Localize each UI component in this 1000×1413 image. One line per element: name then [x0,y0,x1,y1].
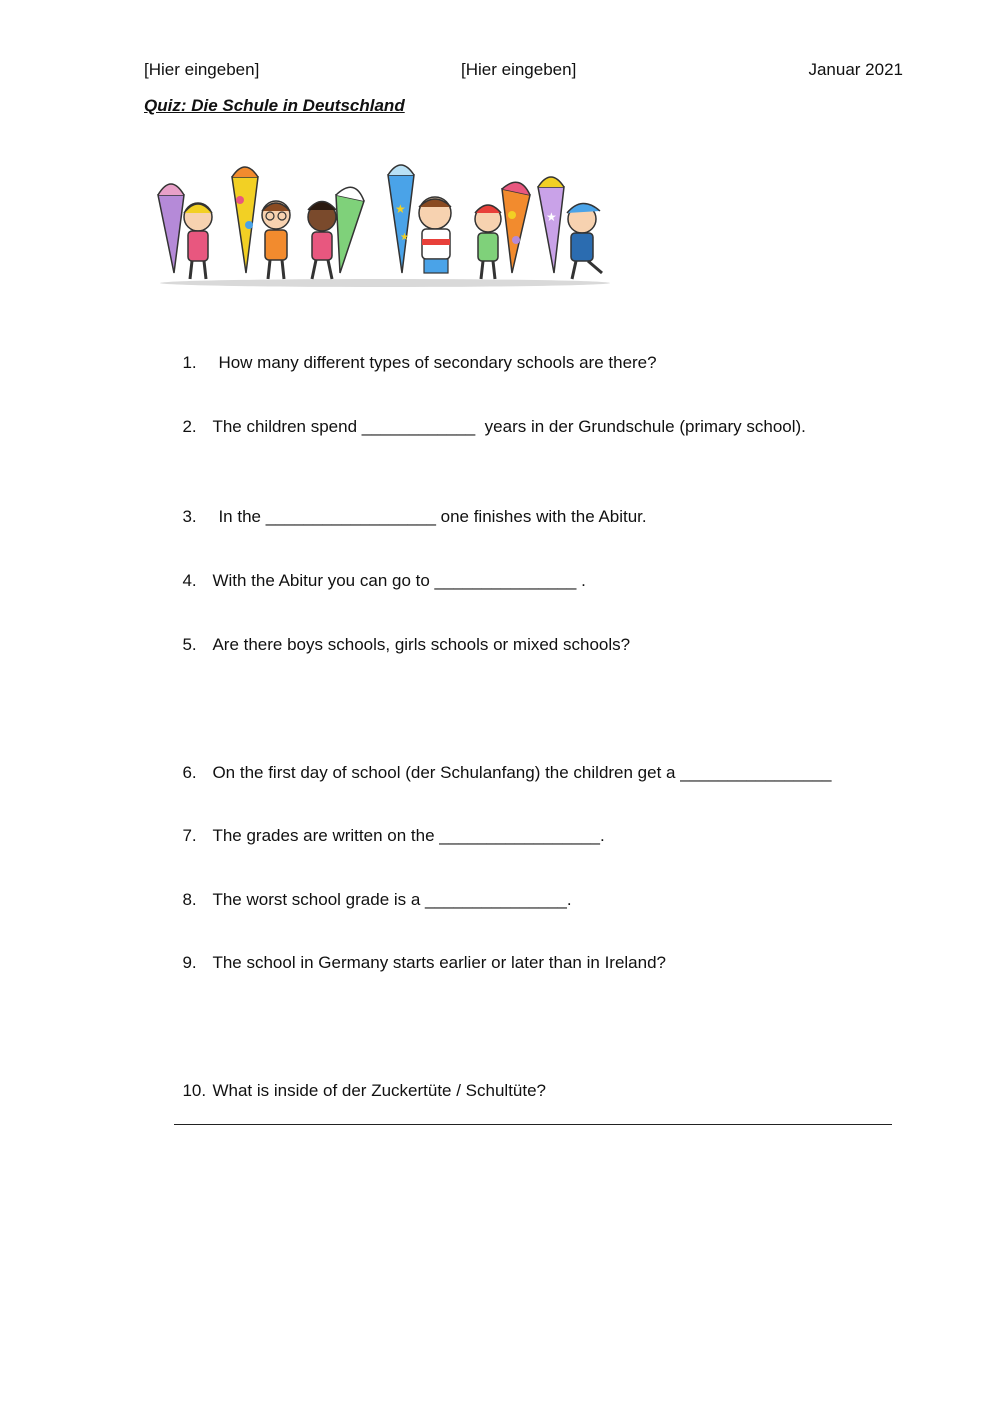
question-1 [173,333,657,373]
question-9 [173,933,666,973]
question-text: With the Abitur you can go to _______________ . [212,571,586,590]
question-text: How many different types of secondary schools are there? [218,353,657,372]
question-text: In the __________________ one finishes with the Abitur. [218,507,647,526]
child-5 [475,182,530,279]
question-2 [173,397,806,437]
child-1 [158,184,212,279]
question-number: 4. [182,571,197,590]
svg-text:★: ★ [400,232,409,243]
question-8 [173,870,572,910]
header-date: Januar 2021 [808,60,903,79]
question-number: 1. [182,353,197,372]
question-6 [173,743,832,783]
children-with-school-cones-illustration [150,155,620,290]
question-number: 7. [182,826,197,845]
question-text: On the first day of school (der Schulanfang) the children get a ________________ [212,763,832,782]
question-5 [173,615,630,655]
question-number: 6. [182,763,197,782]
question-10 [173,1061,546,1101]
question-number: 5. [182,635,197,654]
page-title: Quiz: Die Schule in Deutschland [144,96,405,115]
question-number: 3. [182,507,197,526]
question-text: What is inside of der Zuckertüte / Schultüte? [212,1081,547,1100]
question-number: 8. [182,890,197,909]
question-3 [173,487,647,527]
question-text: The worst school grade is a _______________. [212,890,572,909]
question-text: The children spend ____________ years in der Grundschule (primary school). [212,417,806,436]
question-number: 9. [182,953,197,972]
question-text: Are there boys schools, girls schools or mixed schools? [212,635,631,654]
question-4 [173,551,586,591]
child-6 [538,177,602,279]
child-3 [308,187,364,279]
child-4 [388,165,451,273]
question-text: The grades are written on the _________________. [212,826,605,845]
header-center: [Hier eingeben] [461,60,577,79]
question-7 [173,806,605,846]
header-left: [Hier eingeben] [144,60,260,79]
answer-line [174,1124,892,1125]
question-number: 2. [182,417,197,436]
question-text: The school in Germany starts earlier or later than in Ireland? [212,953,666,972]
svg-text:★: ★ [395,202,406,216]
svg-text:★: ★ [546,210,557,224]
child-2 [232,167,290,279]
question-number: 10. [182,1081,207,1100]
